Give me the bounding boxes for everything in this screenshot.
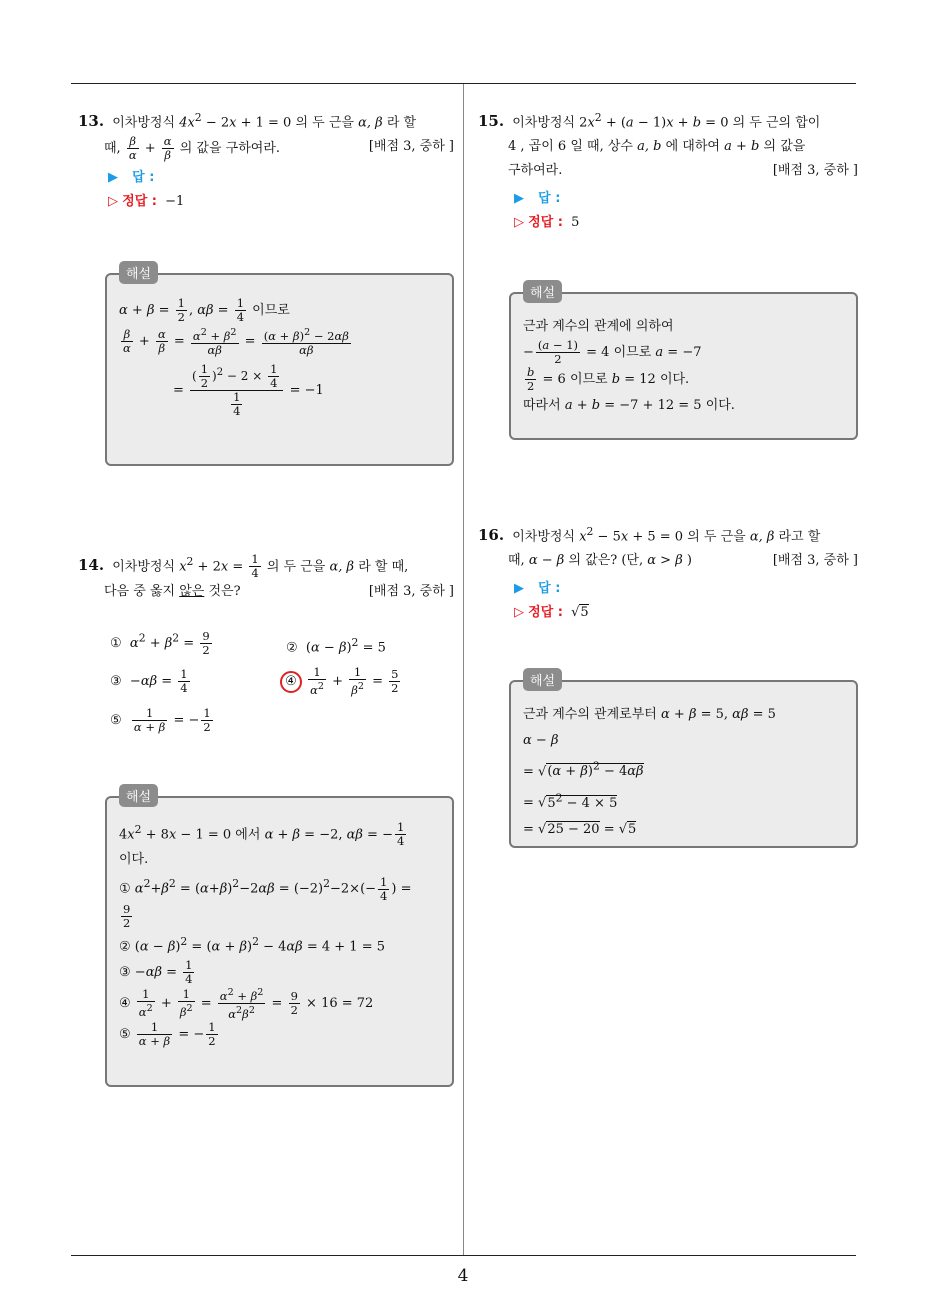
problem-13-line1: 13. 이차방정식 $4x^2 - 2x + 1 = 0$ 의 두 근을 α, β 라 할 — [78, 111, 417, 131]
problem-15-line1: 15. 이차방정식 $2x^2 + (a - 1)x + b = 0$ 의 두 근의 합이 — [478, 111, 821, 131]
option-5[interactable]: ⑤ $\frac{1}{\alpha + \beta}$ = − $\frac{1}{2}$ — [110, 706, 211, 734]
explanation-tag: 해설 — [523, 668, 562, 691]
problem-15-line3: 구하여라. [배점 3, 중하 ] — [478, 159, 858, 183]
correct-answer-line: ▷ 정답 : −1 — [108, 194, 185, 210]
correct-arrow-icon: ▷ — [108, 194, 118, 210]
correct-answer-value: −1 — [165, 194, 185, 210]
column-divider — [463, 84, 464, 1256]
problem-16-line1: 16. 이차방정식 $x^2 - 5x + 5 = 0$ 의 두 근을 α, β 라고 할 — [478, 525, 821, 545]
bottom-rule — [71, 1255, 856, 1256]
answer-line: ▶ 답 : — [108, 170, 155, 186]
problem-15-line2: 4 , 곱이 6 일 때, 상수 a, b 에 대하여 a + b 의 값을 — [508, 139, 806, 155]
problem-number: 14. — [78, 556, 105, 575]
problem-number: 16. — [478, 526, 505, 545]
answer-line: ▶ 답 : — [514, 581, 561, 597]
option-4[interactable]: ④ $\frac{1}{\alpha^2}$ + $\frac{1}{\beta^2}$ = $\frac{5}{2}$ — [284, 666, 402, 697]
explanation-box-14 — [105, 790, 454, 1087]
explanation-body: $4x^2 + 8x - 1 = 0$ 에서 α + β = −2, αβ = − $\frac{1}{4}$ 이다. ① $\alpha^2+\beta^2 = (\alpha+\beta)^2-2\alpha\beta = (-2)^2-2\times(-$ $\frac{1}{4}$ ) = $\frac{9}{2}$ ② $(\alpha - \beta)^2 = (\alpha + \beta)^2 - 4\alpha\beta = 4 + 1 = 5$ ③ −αβ = $\frac{1}{4}$ ④ $\frac{1}{\alpha^2}$ + $\frac{1}{\beta^2}$ = $\frac{\alpha^2 + \beta^2}{\alpha^2\beta^2}$ = $\frac{9}{2}$ × 16 = 72 ⑤ $\frac{1}{\alpha + \beta}$ = − $\frac{1}{2}$ — [119, 820, 412, 1048]
correct-arrow-icon: ▷ — [514, 215, 524, 231]
option-1[interactable]: ① $\alpha^2 + \beta^2$ = $\frac{9}{2}$ — [110, 629, 210, 657]
problem-meta: [배점 3, 중하 ] — [368, 139, 454, 155]
explanation-tag: 해설 — [119, 784, 158, 807]
answer-arrow-icon: ▶ — [514, 581, 524, 597]
explanation-box-15 — [509, 286, 858, 440]
problem-14-line1: 14. 이차방정식 $x^2 + 2x$ = $\frac{1}{4}$ 의 두 근을 α, β 라 할 때, — [78, 552, 409, 581]
page-number: 4 — [457, 1266, 469, 1286]
option-2[interactable]: ② $(\alpha - \beta)^2 = 5$ — [286, 636, 386, 656]
problem-number: 13. — [78, 112, 105, 131]
answer-line: ▶ 답 : — [514, 191, 561, 207]
explanation-box-13 — [105, 267, 454, 466]
answer-arrow-icon: ▶ — [108, 170, 118, 186]
answer-arrow-icon: ▶ — [514, 191, 524, 207]
problem-15 — [478, 106, 858, 235]
problem-13 — [78, 106, 454, 214]
problem-16-line2: 때, α − β 의 값은? (단, α > β ) [배점 3, 중하 ] — [478, 549, 858, 573]
correct-arrow-icon: ▷ — [514, 605, 524, 621]
explanation-tag: 해설 — [119, 261, 158, 284]
problem-13-line2: 때, $\frac{\beta}{\alpha}$ + $\frac{\alpha}{\beta}$ 의 값을 구하여라. [배점 3, 중하 ] — [104, 134, 454, 163]
explanation-box-16 — [509, 674, 858, 848]
option-3[interactable]: ③ −αβ = $\frac{1}{4}$ — [110, 667, 188, 695]
explanation-body: α + β = $\frac{1}{2}$ , αβ = $\frac{1}{4}$ 이므로 $\frac{\beta}{\alpha}$ + $\frac{\alpha}{\beta}$ = $\frac{\alpha^2 + \beta^2}{\alpha\beta}$ = $\frac{(\alpha + \beta)^2 - 2\alpha\beta}{\alpha\beta}$ = ( $\frac{1}{2}$ )$^2$ − 2 × $\frac{1}{4}$ $\frac{1}{4}$ = −1 — [119, 296, 349, 418]
selected-answer-circle-icon: ④ — [280, 671, 302, 693]
problem-14 — [78, 550, 454, 604]
explanation-body: 근과 계수의 관계에 의하여 − $\frac{(a - 1)}{2}$ = 4 이므로 a = −7 $\frac{b}{2}$ = 6 이므로 b = 12 이다. 따라서 a + b = −7 + 12 = 5 이다. — [523, 319, 735, 413]
problem-meta: [배점 3, 중하 ] — [368, 584, 454, 600]
problem-number: 15. — [478, 112, 505, 131]
correct-answer-value: 5 — [571, 215, 580, 231]
problem-meta: [배점 3, 중하 ] — [772, 553, 858, 569]
explanation-body: 근과 계수의 관계로부터 α + β = 5, αβ = 5 α − β = $√(\alpha + \beta)^2 - 4\alpha\beta$ = $√5^2 - 4 \times 5$ = √25 − 20 = √5 — [523, 707, 776, 837]
problem-16 — [478, 520, 858, 625]
correct-answer-value: √5 — [571, 605, 589, 621]
problem-14-line2: 다음 중 옳지 않은 것은? [배점 3, 중하 ] — [78, 580, 454, 604]
explanation-tag: 해설 — [523, 280, 562, 303]
correct-answer-line: ▷ 정답 : √5 — [514, 605, 589, 621]
problem-meta: [배점 3, 중하 ] — [772, 163, 858, 179]
correct-answer-line: ▷ 정답 : 5 — [514, 215, 580, 231]
